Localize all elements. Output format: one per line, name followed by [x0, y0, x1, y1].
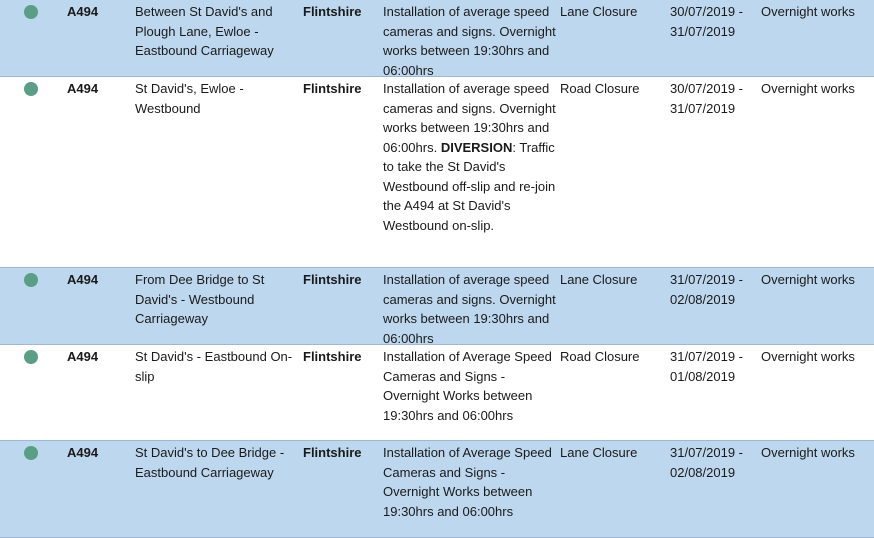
diversion-label: DIVERSION — [440, 139, 513, 155]
authority: Flintshire — [303, 445, 362, 460]
description-text: Installation of average speed cameras and signs. Overnight works between 19:30hrs and 06:00hrs — [383, 272, 556, 346]
closure-type: Road Closure — [560, 81, 640, 96]
dates: 30/07/2019 - 31/07/2019 — [670, 81, 744, 116]
authority: Flintshire — [303, 4, 362, 19]
status-circle-icon — [24, 350, 38, 364]
description — [383, 79, 556, 235]
table-row — [0, 441, 874, 538]
table-row — [0, 268, 874, 345]
description — [383, 443, 556, 521]
location: St David's, Ewloe - Westbound — [135, 81, 244, 116]
road-number: A494 — [67, 272, 99, 287]
status-circle-icon — [24, 5, 38, 19]
closure-type: Lane Closure — [560, 272, 638, 287]
time: Overnight works — [761, 445, 855, 460]
location: Between St David's and Plough Lane, Ewloe - Eastbound Carriageway — [135, 4, 274, 58]
authority: Flintshire — [303, 81, 362, 96]
dates: 30/07/2019 - 31/07/2019 — [670, 4, 744, 39]
authority: Flintshire — [303, 349, 362, 364]
table-row — [0, 0, 874, 77]
location: St David's to Dee Bridge - Eastbound Carriageway — [135, 445, 285, 480]
status-circle-icon — [24, 446, 38, 460]
status-circle-icon — [24, 82, 38, 96]
road-number: A494 — [67, 349, 99, 364]
closure-type: Lane Closure — [560, 445, 638, 460]
time: Overnight works — [761, 272, 855, 287]
location: St David's - Eastbound On-slip — [135, 349, 293, 384]
description-text: Installation of average speed cameras and signs. Overnight works between 19:30hrs and 06:00hrs. — [383, 81, 556, 155]
description — [383, 2, 556, 80]
table-row — [0, 345, 874, 441]
dates: 31/07/2019 - 01/08/2019 — [670, 349, 744, 384]
time: Overnight works — [761, 349, 855, 364]
road-number: A494 — [67, 81, 99, 96]
dates: 31/07/2019 - 02/08/2019 — [670, 272, 744, 307]
time: Overnight works — [761, 81, 855, 96]
road-number: A494 — [67, 4, 99, 19]
closure-type: Road Closure — [560, 349, 640, 364]
closure-type: Lane Closure — [560, 4, 638, 19]
location: From Dee Bridge to St David's - Westbound Carriageway — [135, 272, 265, 326]
status-circle-icon — [24, 273, 38, 287]
table-row — [0, 77, 874, 268]
description-text: Installation of average speed cameras and signs. Overnight works between 19:30hrs and 06:00hrs — [383, 4, 556, 78]
dates: 31/07/2019 - 02/08/2019 — [670, 445, 744, 480]
road-number: A494 — [67, 445, 99, 460]
diversion-text: : Traffic to take the St David's Westbound off-slip and re-join the A494 at St David's Westbound on-slip. — [383, 139, 556, 233]
authority: Flintshire — [303, 272, 362, 287]
description — [383, 347, 556, 425]
description-text: Installation of Average Speed Cameras and Signs - Overnight Works between 19:30hrs and 06:00hrs — [383, 445, 552, 519]
time: Overnight works — [761, 4, 855, 19]
description — [383, 270, 556, 348]
description-text: Installation of Average Speed Cameras and Signs - Overnight Works between 19:30hrs and 06:00hrs — [383, 349, 552, 423]
